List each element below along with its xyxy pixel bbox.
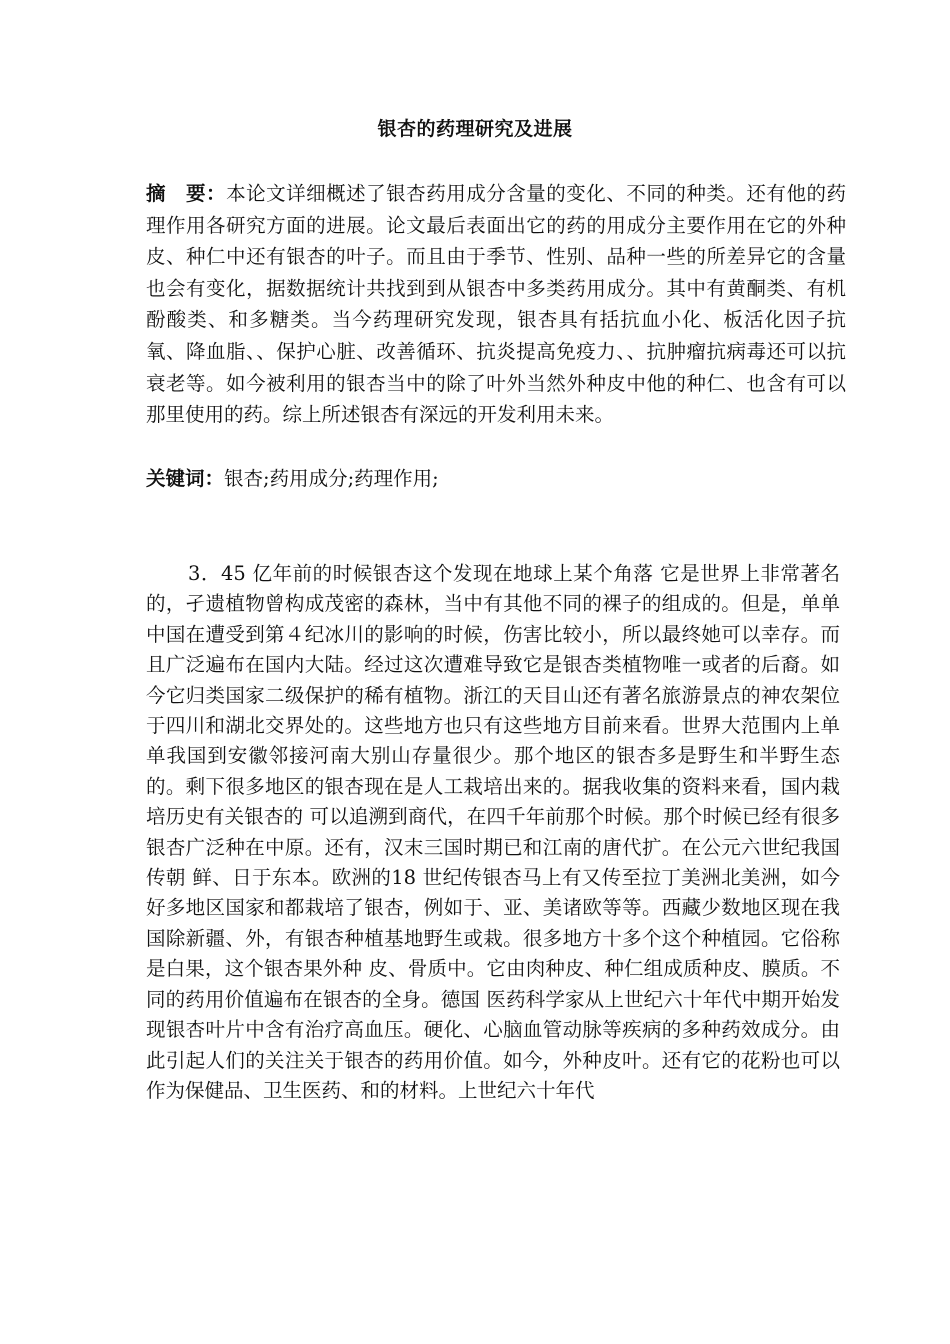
body-paragraph: 3．45 亿年前的时候银杏这个发现在地球上某个角落 它是世界上非常著名的，孑遗植物曾构成茂密的森林，当中有其他不同的裸子的组成的。但是，单单中国在遭受到第４纪冰川的影响的时候，伤害比较小，所以最终她可以幸存。而且广泛遍布在国内大陆。经过这次遭难导致它是银杏类植物唯一或者的后裔。如今它归类国家二级保护的稀有植物。浙江的天目山还有著名旅游景点的神农架位于四川和湖北交界处的。这些地方也只有这些地方目前来看。世界大范围内上单单我国到安徽邻接河南大别山存量很少。那个地区的银杏多是野生和半野生态的。剩下很多地区的银杏现在是人工栽培出来的。据我收集的资料来看，国内栽培历史有关银杏的 可以追溯到商代，在四千年前那个时候。那个时候已经有很多银杏广泛种在中原。还有，汉末三国时期已和江南的唐代扩。在公元六世纪我国传朝 鲜、日于东本。欧洲的18 世纪传银杏马上有又传至拉丁美洲北美洲，如今好多地区国家和都栽培了银杏，例如于、亚、美诸欧等等。西藏少数地区现在我国除新疆、外，有银杏种植基地野生或栽。很多地方十多个这个种植园。它俗称是白果，这个银杏果外种 皮、骨质中。它由肉种皮、种仁组成质种皮、膜质。不同的药用价值遍布在银杏的全身。德国 医药科学家从上世纪六十年代中期开始发现银杏叶片中含有治疗高血压。硬化、心脑血管动脉等疾病的多种药效成分。由此引起人们的关注关于银杏的药用价值。如今，外种皮叶。还有它的花粉也可以作为保健品、卫生医药、和的材料。上世纪六十年代: [146, 562, 840, 1102]
keywords-label: 关键词：: [146, 467, 225, 490]
abstract-label: 摘 要：: [146, 182, 227, 205]
abstract-paragraph: [146, 178, 846, 431]
abstract-text: 本论文详细概述了银杏药用成分含量的变化、不同的种类。还有他的药理作用各研究方面的进展。论文最后表面出它的药的用成分主要作用在它的外种皮、种仁中还有银杏的叶子。而且由于季节、性别、品种一些的所差异它的含量也会有变化，据数据统计共找到到从银杏中多类药用成分。其中有黄酮类、有机酚酸类、和多糖类。当今药理研究发现，银杏具有括抗血小化、板活化因子抗氧、降血脂、、保护心脏、改善循环、抗炎提高免疫力、、抗肿瘤抗病毒还可以抗衰老等。如今被利用的银杏当中的除了叶外当然外种皮中他的种仁、也含有可以那里使用的药。综上所述银杏有深远的开发利用未来。: [146, 182, 846, 427]
keywords-text: 银杏;药用成分;药理作用;: [224, 467, 439, 490]
keywords-line: [146, 463, 846, 495]
page-title: 银杏的药理研究及进展: [377, 118, 573, 140]
